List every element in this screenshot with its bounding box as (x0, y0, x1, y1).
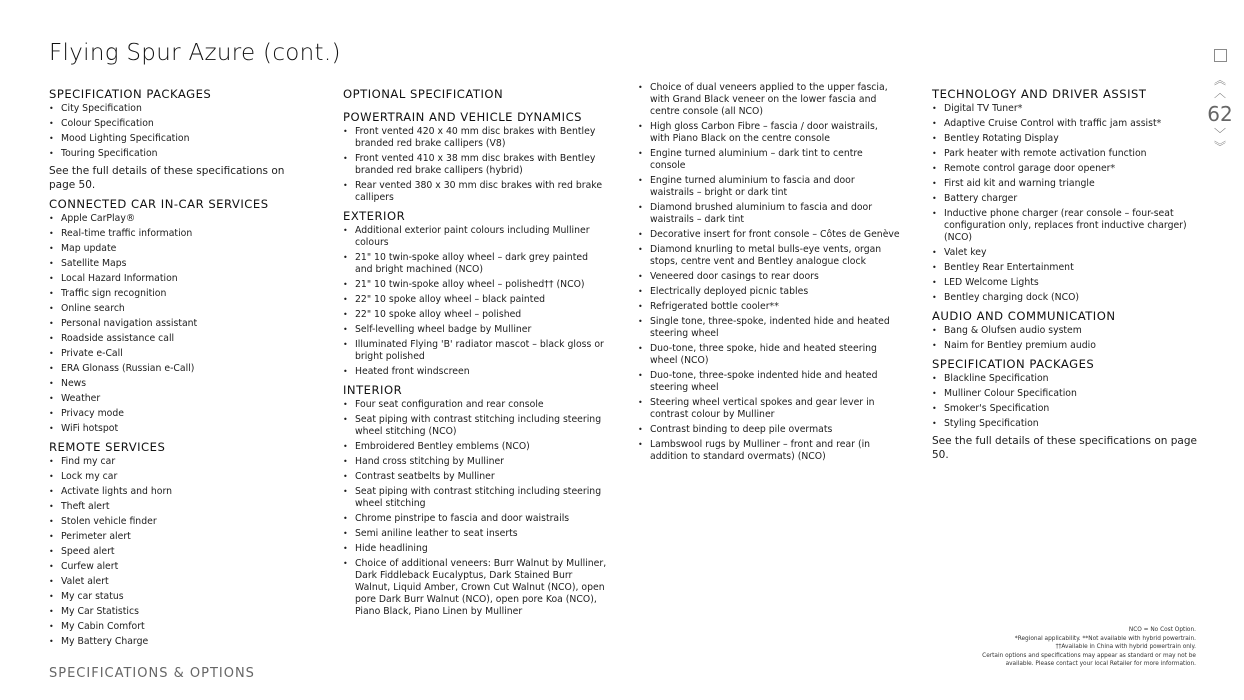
list-item: • Front vented 420 x 40 mm disc brakes with Bentley branded red brake callipers (V8) (343, 126, 607, 150)
list-item: • Bentley charging dock (NCO) (932, 292, 1197, 304)
list-item: • 22" 10 spoke alloy wheel – polished (343, 309, 607, 321)
square-icon[interactable] (1214, 49, 1227, 62)
tech-list (932, 103, 1197, 304)
powertrain-heading: POWERTRAIN AND VEHICLE DYNAMICS (343, 110, 583, 124)
list-item: • My Car Statistics (49, 606, 299, 618)
column-1 (49, 82, 299, 652)
list-item: • First aid kit and warning triangle (932, 178, 1197, 190)
list-item: • Weather (49, 393, 299, 405)
spec-packages-list-2 (932, 373, 1197, 430)
list-item: • Battery charger (932, 193, 1197, 205)
list-item: • Duo-tone, three-spoke indented hide and heated steering wheel (638, 370, 900, 394)
list-item: • Speed alert (49, 546, 299, 558)
list-item: • Privacy mode (49, 408, 299, 420)
spec-packages-heading-2: SPECIFICATION PACKAGES (932, 357, 1095, 371)
column-4 (932, 82, 1197, 466)
list-item: • Remote control garage door opener* (932, 163, 1197, 175)
list-item: • Four seat configuration and rear console (343, 399, 607, 411)
list-item: • Engine turned aluminium – dark tint to centre console (638, 148, 900, 172)
footnotes (936, 626, 1196, 669)
exterior-heading: EXTERIOR (343, 209, 406, 223)
list-item: • News (49, 378, 299, 390)
list-item: • Bang & Olufsen audio system (932, 325, 1197, 337)
spec-details-note: See the full details of these specifications on page 50. (49, 165, 285, 191)
interior-heading: INTERIOR (343, 383, 403, 397)
connected-car-heading: CONNECTED CAR IN-CAR SERVICES (49, 197, 269, 211)
list-item: • Single tone, three-spoke, indented hide and heated steering wheel (638, 316, 900, 340)
list-item: • Satellite Maps (49, 258, 299, 270)
list-item: • Activate lights and horn (49, 486, 299, 498)
audio-heading: AUDIO AND COMMUNICATION (932, 309, 1116, 323)
list-item: • 21" 10 twin-spoke alloy wheel – dark grey painted and bright machined (NCO) (343, 252, 607, 276)
list-item: • Apple CarPlay® (49, 213, 299, 225)
list-item: • Theft alert (49, 501, 299, 513)
footnote-line: available. Please contact your local Retailer for more information. (1005, 661, 1196, 668)
list-item: • Valet key (932, 247, 1197, 259)
list-item: • Stolen vehicle finder (49, 516, 299, 528)
chevron-down-icon[interactable]: ﹀ (1213, 127, 1226, 141)
list-item: • Lambswool rugs by Mulliner – front and rear (in addition to standard overmats) (NCO) (638, 439, 900, 463)
list-item: • Map update (49, 243, 299, 255)
list-item: • Lock my car (49, 471, 299, 483)
list-item: • My Battery Charge (49, 636, 299, 648)
interior-continued-list (638, 82, 900, 463)
list-item: • Contrast binding to deep pile overmats (638, 424, 900, 436)
column-3 (638, 82, 900, 467)
list-item: • Semi aniline leather to seat inserts (343, 528, 607, 540)
list-item: • Choice of dual veneers applied to the upper fascia, with Grand Black veneer on the lower fascia and centre console (all NCO) (638, 82, 900, 118)
list-item: • Engine turned aluminium to fascia and door waistrails – bright or dark tint (638, 175, 900, 199)
footer-title: SPECIFICATIONS & OPTIONS (49, 666, 255, 681)
list-item: • My car status (49, 591, 299, 603)
list-item: • Blackline Specification (932, 373, 1197, 385)
list-item: • ERA Glonass (Russian e-Call) (49, 363, 299, 375)
optional-spec-heading: OPTIONAL SPECIFICATION (343, 87, 504, 101)
list-item: • Diamond knurling to metal bulls-eye vents, organ stops, centre vent and Bentley analogue clock (638, 244, 900, 268)
list-item: • Bentley Rear Entertainment (932, 262, 1197, 274)
list-item: • Roadside assistance call (49, 333, 299, 345)
page-navigation (1206, 44, 1234, 154)
exterior-list (343, 225, 607, 378)
double-chevron-up-icon[interactable]: ︽ (1213, 73, 1226, 87)
list-item: • Styling Specification (932, 418, 1197, 430)
list-item: • WiFi hotspot (49, 423, 299, 435)
list-item: • My Cabin Comfort (49, 621, 299, 633)
list-item: • Park heater with remote activation function (932, 148, 1197, 160)
list-item: • Embroidered Bentley emblems (NCO) (343, 441, 607, 453)
list-item: • Touring Specification (49, 148, 299, 160)
list-item: • Self-levelling wheel badge by Mulliner (343, 324, 607, 336)
footnote-line: *Regional applicability. **Not available with hybrid powertrain. (1014, 635, 1196, 642)
list-item: • Perimeter alert (49, 531, 299, 543)
list-item: • Rear vented 380 x 30 mm disc brakes with red brake callipers (343, 180, 607, 204)
double-chevron-down-icon[interactable]: ︾ (1213, 140, 1226, 154)
interior-list (343, 399, 607, 618)
list-item: • Digital TV Tuner* (932, 103, 1197, 115)
list-item: • Find my car (49, 456, 299, 468)
list-item: • Contrast seatbelts by Mulliner (343, 471, 607, 483)
footnote-line: NCO = No Cost Option. (1128, 627, 1196, 633)
page-number: 62 (1207, 102, 1233, 126)
list-item: • Veneered door casings to rear doors (638, 271, 900, 283)
tech-heading: TECHNOLOGY AND DRIVER ASSIST (932, 87, 1147, 101)
connected-car-list (49, 213, 299, 435)
list-item: • Valet alert (49, 576, 299, 588)
page-title: Flying Spur Azure (cont.) (49, 40, 341, 66)
list-item: • Choice of additional veneers: Burr Walnut by Mulliner, Dark Fiddleback Eucalyptus, Dark Stained Burr Walnut, Liquid Amber, Crown Cut Walnut (NCO), open pore Dark Burr Walnut (NCO), open pore Koa (NCO), Piano Black, Piano Linen by Mulliner (343, 558, 607, 618)
list-item: • Decorative insert for front console – Côtes de Genève (638, 229, 900, 241)
list-item: • Steering wheel vertical spokes and gear lever in contrast colour by Mulliner (638, 397, 900, 421)
list-item: • Front vented 410 x 38 mm disc brakes with Bentley branded red brake callipers (hybrid) (343, 153, 607, 177)
footnote-line: Certain options and specifications may appear as standard or may not be (982, 652, 1196, 659)
list-item: • Real-time traffic information (49, 228, 299, 240)
chevron-up-icon[interactable]: ︿ (1213, 86, 1226, 100)
list-item: • Chrome pinstripe to fascia and door waistrails (343, 513, 607, 525)
remote-services-heading: REMOTE SERVICES (49, 440, 166, 454)
audio-list (932, 325, 1197, 352)
list-item: • Curfew alert (49, 561, 299, 573)
list-item: • Additional exterior paint colours including Mulliner colours (343, 225, 607, 249)
list-item: • Inductive phone charger (rear console – four-seat configuration only, replaces front inductive charger) (NCO) (932, 208, 1197, 244)
list-item: • Mood Lighting Specification (49, 133, 299, 145)
list-item: • 22" 10 spoke alloy wheel – black painted (343, 294, 607, 306)
list-item: • Electrically deployed picnic tables (638, 286, 900, 298)
spec-packages-heading: SPECIFICATION PACKAGES (49, 87, 212, 101)
list-item: • Heated front windscreen (343, 366, 607, 378)
list-item: • Hand cross stitching by Mulliner (343, 456, 607, 468)
list-item: • Traffic sign recognition (49, 288, 299, 300)
remote-services-list (49, 456, 299, 648)
list-item: • Online search (49, 303, 299, 315)
spec-details-note-2: See the full details of these specifications on page 50. (932, 435, 1197, 461)
list-item: • Smoker's Specification (932, 403, 1197, 415)
list-item: • Mulliner Colour Specification (932, 388, 1197, 400)
footnote-line: ††Available in China with hybrid powertrain only. (1055, 644, 1196, 651)
list-item: • High gloss Carbon Fibre – fascia / door waistrails, with Piano Black on the centre console (638, 121, 900, 145)
list-item: • Naim for Bentley premium audio (932, 340, 1197, 352)
list-item: • Bentley Rotating Display (932, 133, 1197, 145)
list-item: • Refrigerated bottle cooler** (638, 301, 900, 313)
list-item: • Seat piping with contrast stitching including steering wheel stitching (343, 486, 607, 510)
list-item: • Seat piping with contrast stitching including steering wheel stitching (NCO) (343, 414, 607, 438)
list-item: • Illuminated Flying 'B' radiator mascot – black gloss or bright polished (343, 339, 607, 363)
list-item: • Diamond brushed aluminium to fascia and door waistrails – dark tint (638, 202, 900, 226)
powertrain-list (343, 126, 607, 204)
list-item: • Hide headlining (343, 543, 607, 555)
list-item: • Private e-Call (49, 348, 299, 360)
list-item: • Local Hazard Information (49, 273, 299, 285)
list-item: • LED Welcome Lights (932, 277, 1197, 289)
list-item: • Adaptive Cruise Control with traffic jam assist* (932, 118, 1197, 130)
list-item: • Colour Specification (49, 118, 299, 130)
column-2 (343, 82, 607, 622)
list-item: • Duo-tone, three spoke, hide and heated steering wheel (NCO) (638, 343, 900, 367)
list-item: • City Specification (49, 103, 299, 115)
list-item: • Personal navigation assistant (49, 318, 299, 330)
spec-packages-list (49, 103, 299, 160)
list-item: • 21" 10 twin-spoke alloy wheel – polished†† (NCO) (343, 279, 607, 291)
